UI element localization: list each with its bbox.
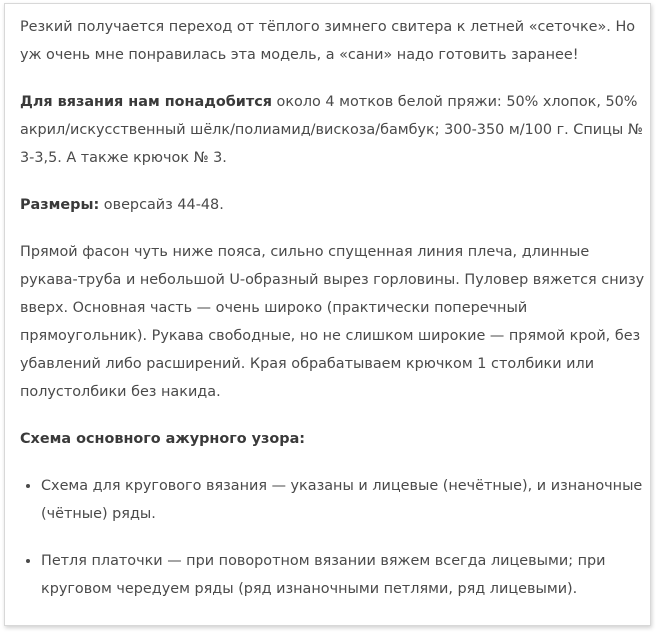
sizes-paragraph — [20, 191, 650, 219]
article-frame — [4, 3, 651, 626]
pattern-heading — [20, 425, 650, 453]
intro-paragraph: Резкий получается переход от тёплого зимнего свитера к летней «сеточке». Но уж очень мне понравилась эта модель, а «сани» надо готовить заранее! — [20, 19, 636, 63]
materials-label: Для вязания нам понадобится — [20, 94, 272, 110]
pattern-heading-label: Схема основного ажурного узора: — [20, 431, 306, 447]
pattern-notes-list — [20, 472, 650, 603]
list-item: • Петля платочки — при поворотном вязании вяжем всегда лицевыми; при круговом чередуем ряды (ряд изнаночными петлями, ряд лицевыми). — [41, 547, 650, 603]
materials-text: около 4 мотков белой пряжи: 50% хлопок, 50% акрил/искусственный шёлк/полиамид/вискоза/бамбук; 300-350 м/100 г. Спицы № 3-3,5. А также крючок № 3. — [20, 94, 643, 166]
article-body — [20, 13, 650, 622]
sizes-label: Размеры: — [20, 197, 100, 213]
materials-paragraph — [20, 88, 650, 172]
list-item: • Схема для кругового вязания — указаны и лицевые (нечётные), и изнаночные (чётные) ряды. — [41, 472, 650, 528]
description-paragraph: Прямой фасон чуть ниже пояса, сильно спущенная линия плеча, длинные рукава-труба и небольшой U-образный вырез горловины. Пуловер вяжется снизу вверх. Основная часть — очень широко (практически поперечный прямоугольник). Рукава свободные, но не слишком широкие — прямой крой, без убавлений либо расширений. Края обрабатываем крючком 1 столбики или полустолбики без накида. — [20, 244, 645, 400]
sizes-text: оверсайз 44-48. — [99, 197, 224, 213]
